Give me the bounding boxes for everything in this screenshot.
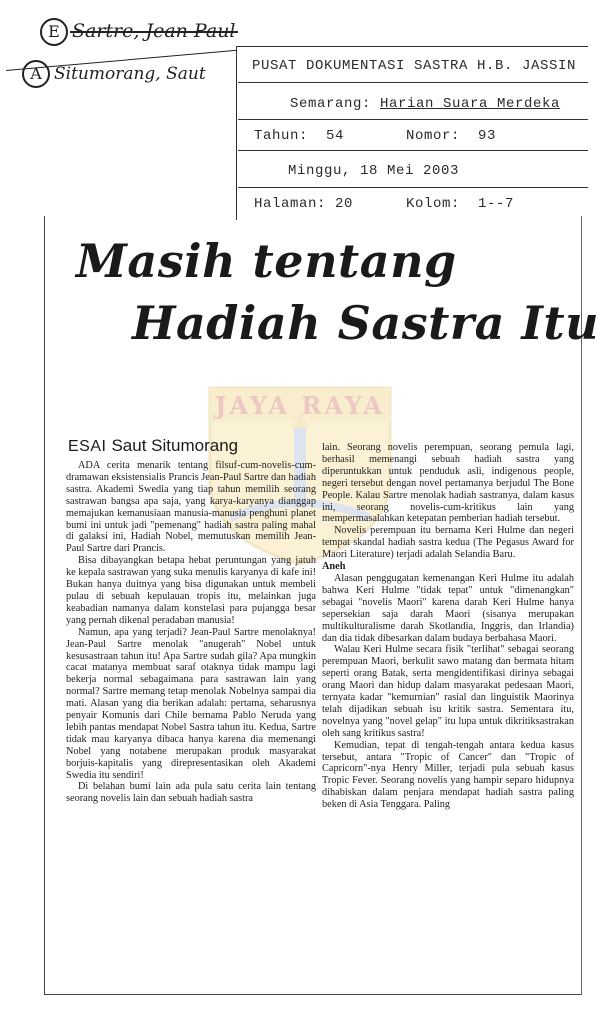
stamp-halaman-value: 20: [335, 196, 354, 212]
stamp-halaman-label: Halaman:: [254, 196, 327, 212]
stamp-divider: [238, 150, 588, 151]
stamp-divider: [238, 187, 588, 188]
stamp-divider: [238, 119, 588, 120]
stamp-date: Minggu, 18 Mei 2003: [288, 163, 460, 179]
stamp-top-border: [236, 46, 588, 47]
watermark-text: JAYA RAYA: [215, 391, 385, 420]
stamp-kolom-label: Kolom:: [406, 196, 461, 212]
paragraph: Alasan penggugatan kemenangan Keri Hulme itu adalah bahwa Keri Hulme "tidak tepat" untuk "dimenangkan" sebagai "novelis Maori" karena darah Keri Hulme hanya sepersekian saja darah Maori (sisanya merupakan multikulturalisme darah Skotlandia, Inggris, dan Irlandia) dan dia tidak dibesarkan dalam budaya berbahasa Maori.: [322, 572, 574, 644]
paragraph: Walau Keri Hulme secara fisik "terlihat" sebagai seorang perempuan Maori, berkulit sawo matang dan bermata hitam seperti orang Batak, serta mengidentifikasi dirinya sebagai orang Maori dan hidup dalam masyarakat pedesaan Maori, ternyata kadar "kemurnian" rasial dan linguistik Maorinya telah dijadikan sebuah isu kritik sastra. Sementara itu, novelnya yang "novel gelap" itu lupa untuk dikritiksastrakan oleh sang kritikus sastra!: [322, 644, 574, 739]
headline-line-2: Hadiah Sastra Itu: [132, 296, 600, 350]
stamp-kolom: [406, 196, 514, 212]
stamp-halaman: [254, 196, 353, 212]
paragraph: Namun, apa yang terjadi? Jean-Paul Sartre menolaknya! Jean-Paul Sartre menolak "anugerah" Nobel untuk kesusastraan tahun itu! Apa Sartre sudah gila? Apa mungkin cacat matanya membuat saraf otaknya tidak mampu lagi bekerja normal sebagaimana para sastrawan lain yang normal? Sartre memang tetap menolak Nobelnya sampai dia mati. Alasan yang dia berikan adalah: pertama, seharusnya penyair Komunis dari Chile bernama Pablo Neruda yang lebih pantas mendapat Nobel Sastra tahun itu. Kedua, Sartre tidak mau karyanya dibaca hanya karena dia memenangi Nobel yang notabene merupakan produk masyarakat borjuis-kapitalis yang direpresentasikan oleh Akademi Swedia itu sendiri!: [66, 626, 316, 781]
stamp-institution: PUSAT DOKUMENTASI SASTRA H.B. JASSIN: [252, 58, 577, 74]
stamp-newspaper: Harian Suara Merdeka: [380, 96, 561, 112]
stamp-tahun: [254, 128, 344, 144]
stamp-source-line: Semarang: Harian Suara Merdeka: [290, 96, 561, 112]
paragraph: ADA cerita menarik tentang filsuf-cum-novelis-cum-dramawan eksistensialis Prancis Jean-Paul Sartre dan hadiah sastra. Akademi Swedia yang tiap tahun memilih seorang sastrawan bangsa apa saja, yang karya-karyanya dianggap memajukan kemanusiaan manusia-manusia penghuni planet bumi ini untuk jadi "pemenang" hadiah sastra paling mahal di galaksi ini, Hadiah Nobel, memutuskan memilih Jean-Paul Sartre dari Prancis.: [66, 460, 316, 555]
paragraph: Di belahan bumi lain ada pula satu cerita lain tentang seorang novelis lain dan sebuah hadiah sastra: [66, 781, 316, 805]
circled-mark: A: [22, 60, 50, 88]
stamp-tahun-label: Tahun:: [254, 128, 309, 144]
handwritten-annotation-1: [40, 18, 236, 46]
stamp-city: Semarang: [290, 96, 363, 112]
paragraph: Bisa dibayangkan betapa hebat peruntungan yang jatuh ke kepala sastrawan yang suka menulis karyanya di kafe ini! Bukan hanya duitnya yang bisa digunakan untuk membeli pulau di sebuah kepulauan tropis itu, melainkan juga keabadian namanya dalam konstelasi para pujangga besar yang pernah dikenal peradaban manusia!: [66, 555, 316, 626]
handwritten-name: Situmorang, Saut: [54, 64, 206, 84]
article-column-left: [66, 460, 316, 805]
article-column-right: [322, 442, 574, 811]
stamp-nomor: [406, 128, 496, 144]
section-label: ESAI: [68, 438, 107, 455]
byline: [68, 436, 238, 456]
struck-name: Sartre, Jean Paul: [72, 20, 236, 42]
circled-mark: E: [40, 18, 68, 46]
paragraph: lain. Seorang novelis perempuan, seorang pemula lagi, berhasil memenangi sebuah hadiah sastra yang diperuntukkan untuk penduduk asli, indigenous people, negeri tersebut dengan novel pertamanya berjudul The Bone People. Kalau Sartre menolak hadiah sastranya, dalam kasus ini, seorang novelis-cum-kritikus lain yang mempermasalahkan ketepatan pemberian hadiah tersebut.: [322, 442, 574, 525]
stamp-nomor-label: Nomor:: [406, 128, 461, 144]
stamp-left-border: [236, 46, 237, 220]
stamp-kolom-value: 1--7: [478, 196, 515, 212]
subheading: Aneh: [322, 561, 346, 573]
stamp-tahun-value: 54: [326, 128, 345, 144]
handwritten-annotation-2: [22, 60, 206, 88]
stamp-divider: [238, 82, 588, 83]
author-name: Saut Situmorang: [111, 436, 239, 455]
paragraph: Kemudian, tepat di tengah-tengah antara kedua kasus tersebut, antara "Tropic of Cancer" dan "Tropic of Capricorn"-nya Henry Miller, terjadi pula sebuah kasus Tropic Fever. Seorang novelis yang hampir separo hidupnya dihabiskan dalam penjara mendapat hadiah sastra paling beken di Asia Tenggara. Paling: [322, 739, 574, 811]
stamp-nomor-value: 93: [478, 128, 497, 144]
headline-line-1: Masih tentang: [76, 234, 457, 288]
paragraph: Novelis perempuan itu bernama Keri Hulme dan negeri tempat skandal hadiah sastra kedua (The Pegasus Award for Maori Literature) terjadi adalah Selandia Baru.: [322, 525, 574, 561]
